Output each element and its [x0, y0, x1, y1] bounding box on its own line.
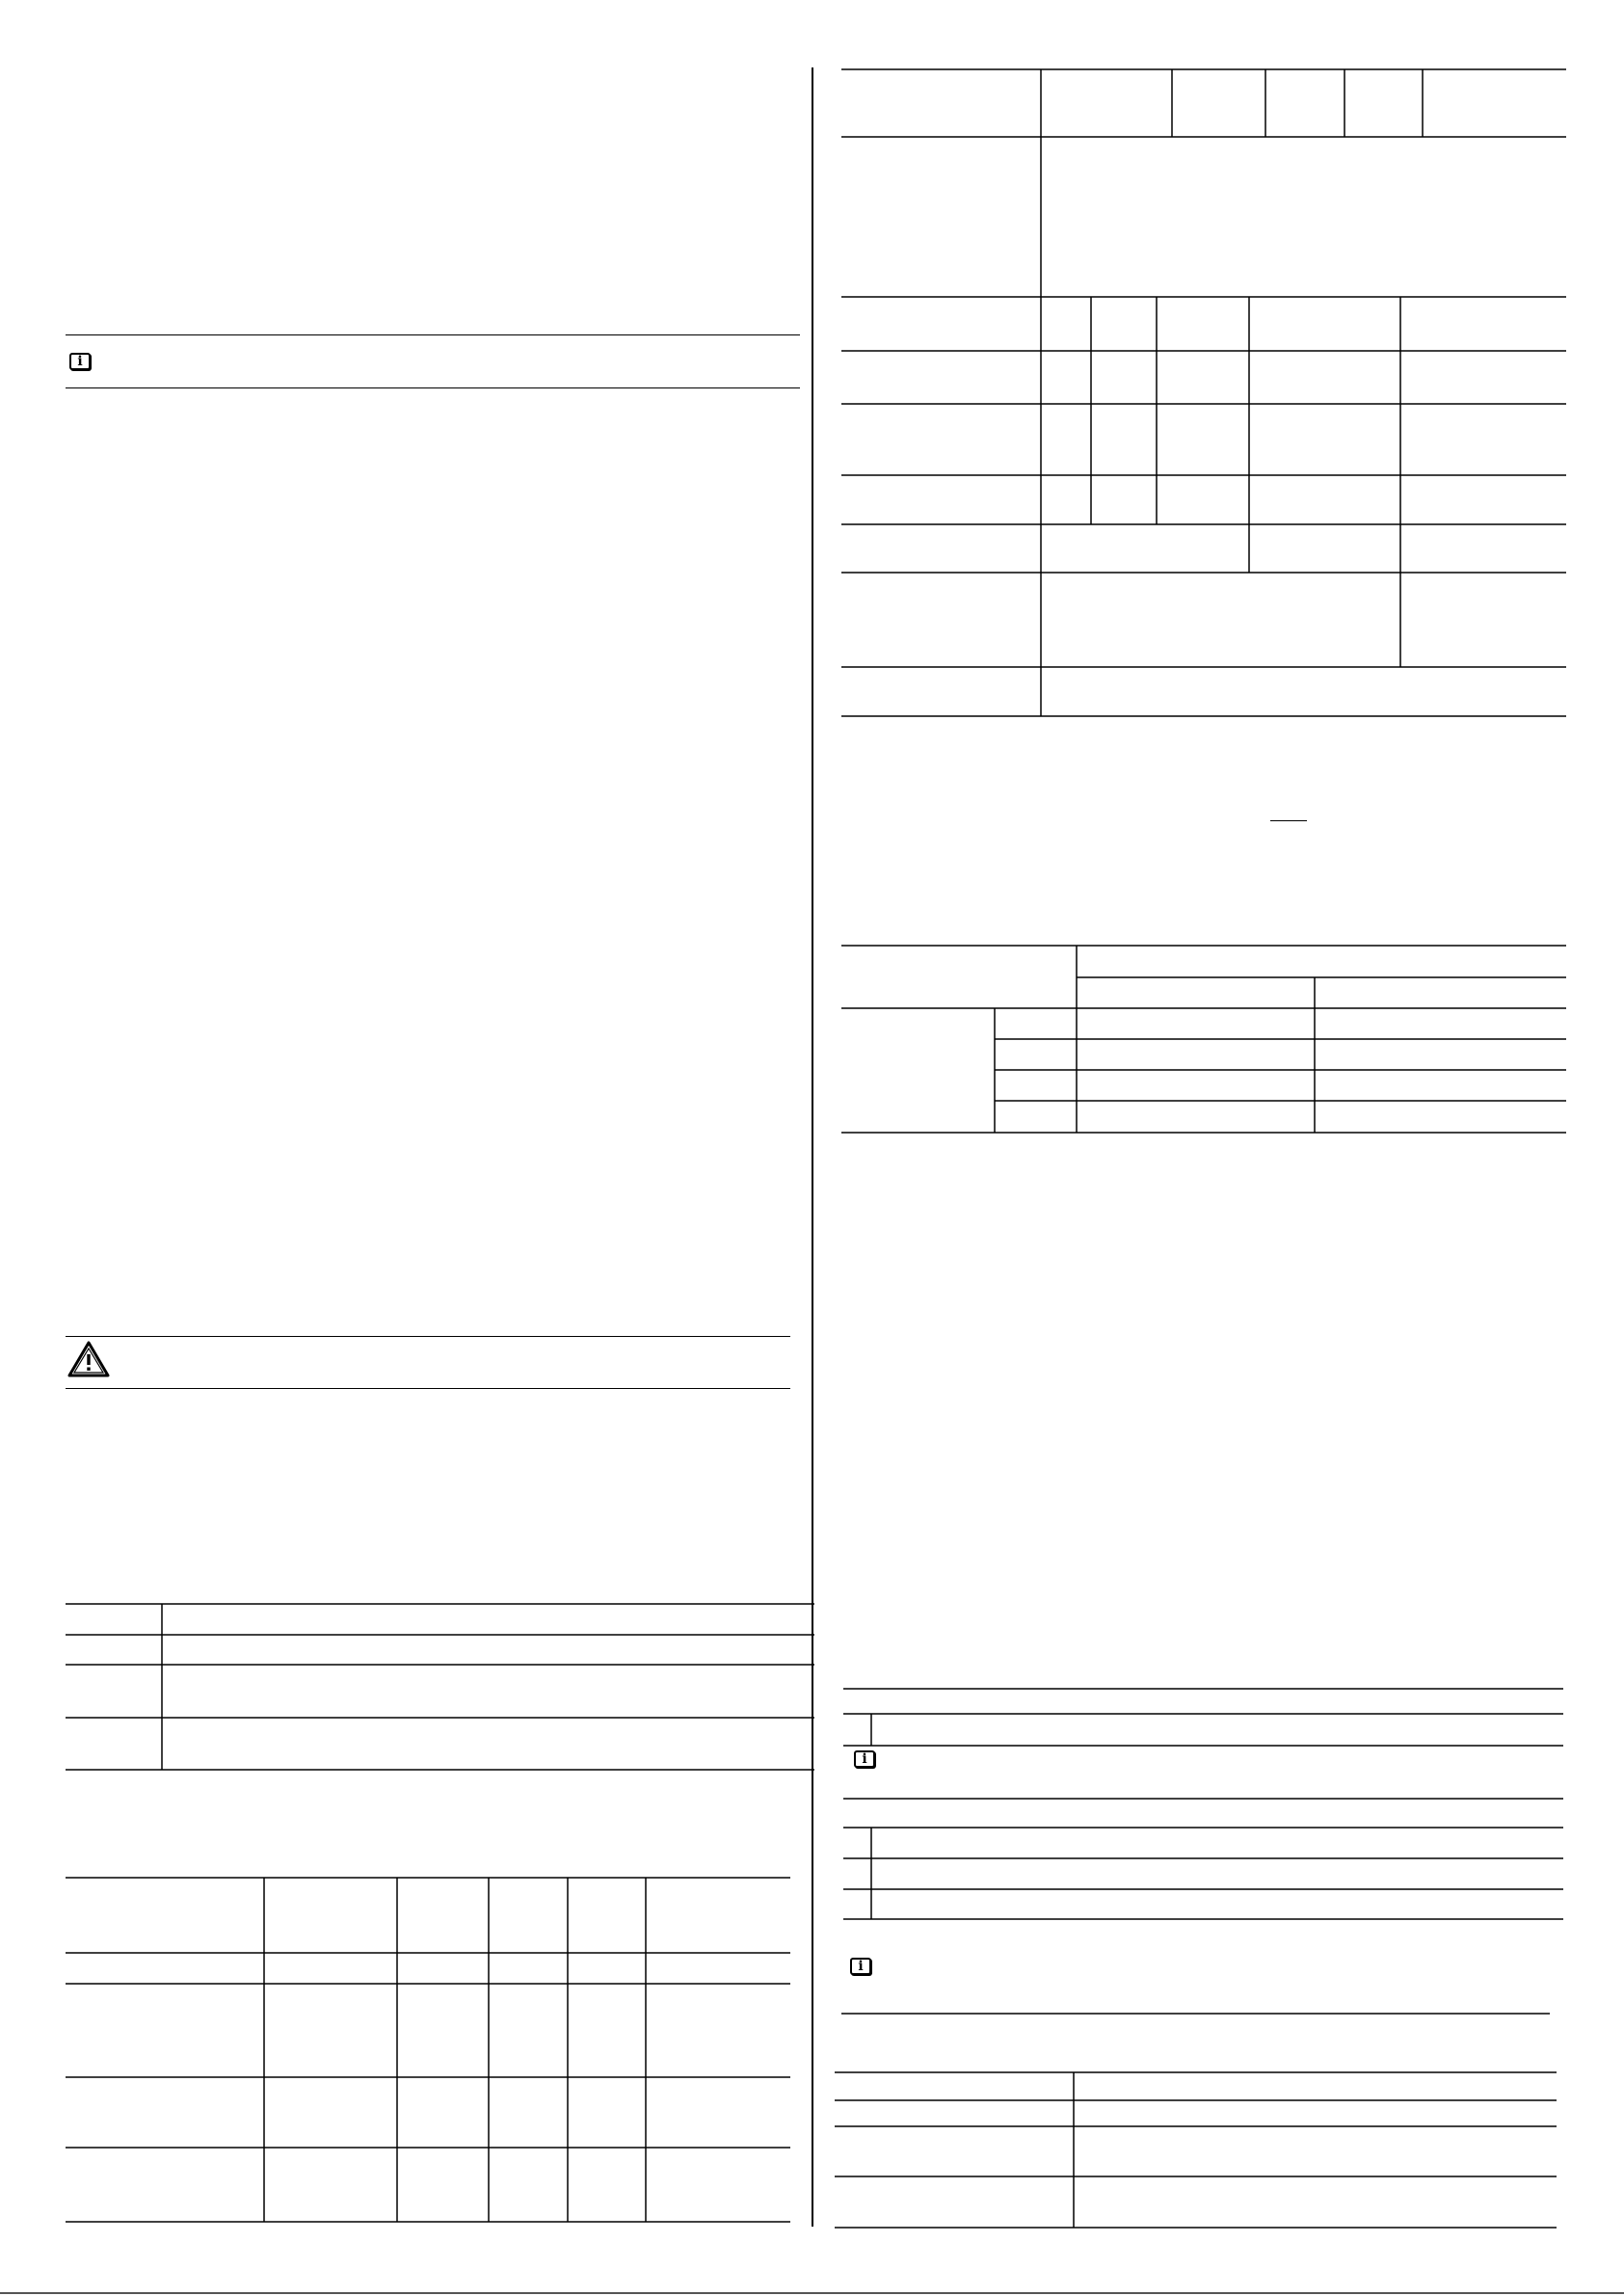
info-icon — [850, 1958, 871, 1975]
warning-rule-top — [66, 1336, 790, 1337]
info-glyph: i — [858, 1959, 864, 1974]
note-rule-top — [66, 334, 800, 335]
info-icon — [69, 353, 91, 370]
fraction-bar — [1270, 820, 1307, 821]
warning-triangle-icon — [67, 1340, 110, 1378]
note-rule-bottom — [66, 387, 800, 388]
column-divider — [812, 67, 813, 2227]
warning-rule-bottom — [66, 1388, 790, 1389]
footer-rule — [0, 2292, 1624, 2294]
info-icon — [854, 1750, 875, 1768]
info-glyph: i — [862, 1751, 867, 1767]
info-glyph: i — [77, 354, 83, 369]
